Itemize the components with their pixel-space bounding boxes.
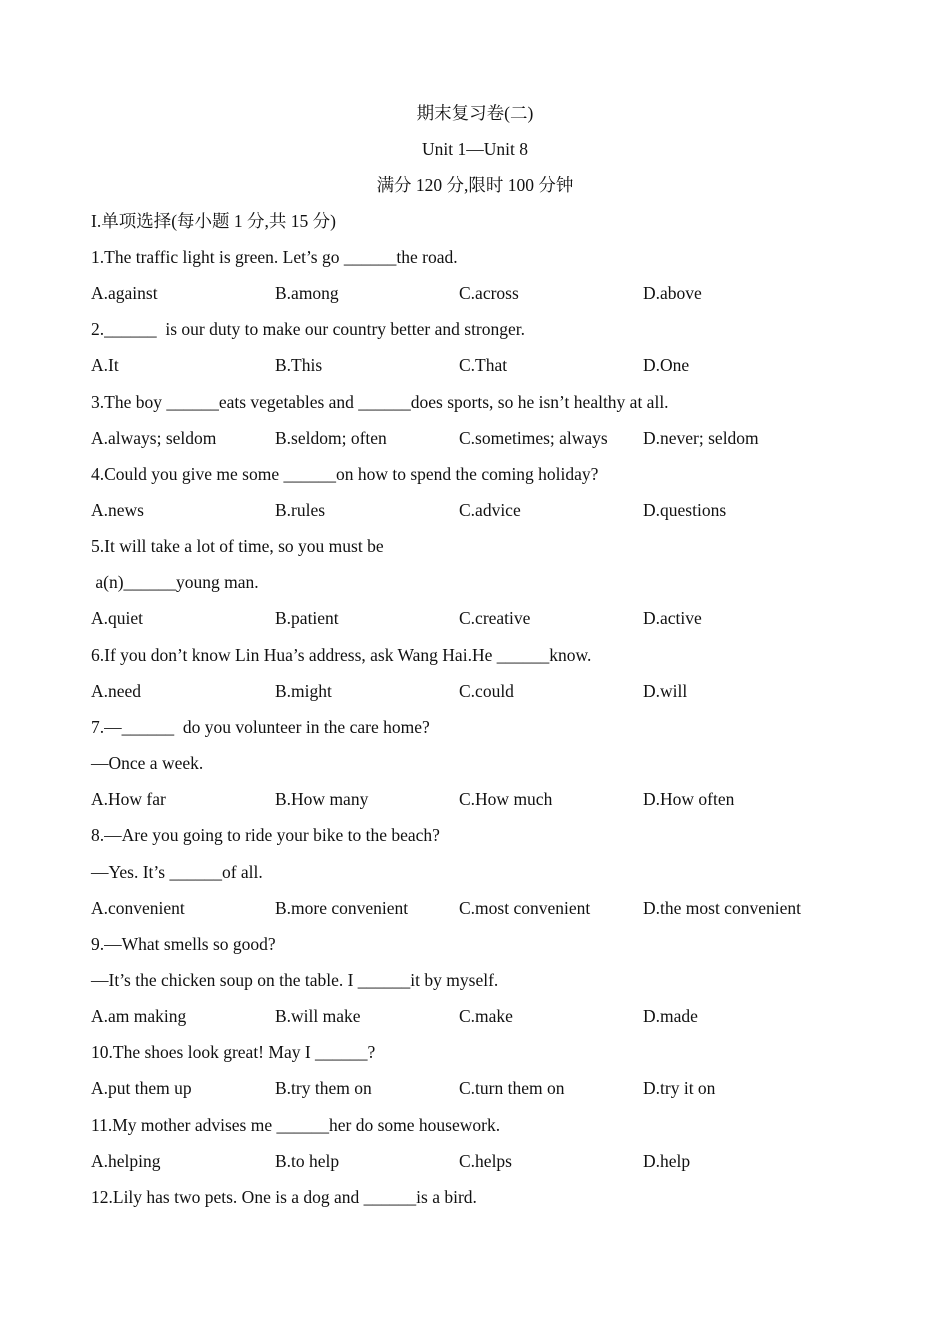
question-9-option-d: D.made — [643, 1006, 698, 1026]
question-5-stem-line: 5.It will take a lot of time, so you must be — [91, 536, 384, 556]
question-8-stem-line: 8.—Are you going to ride your bike to the beach? — [91, 825, 440, 845]
score-time: 满分 120 分,限时 100 分钟 — [376, 175, 574, 195]
question-4-option-b: B.rules — [275, 500, 326, 520]
question-3-option-a: A.always; seldom — [91, 428, 217, 448]
question-4-option-a: A.news — [91, 500, 144, 520]
question-3-option-b: B.seldom; often — [275, 428, 387, 448]
question-3-option-c: C.sometimes; always — [459, 428, 608, 448]
question-2-option-c: C.That — [459, 355, 508, 375]
question-3-stem-line: 3.The boy ______eats vegetables and ______does sports, so he isn’t healthy at all. — [91, 392, 669, 412]
question-1-option-c: C.across — [459, 283, 519, 303]
question-1-option-a: A.against — [91, 283, 158, 303]
question-9-stem-line: 9.—What smells so good? — [91, 934, 276, 954]
question-8-option-c: C.most convenient — [459, 898, 591, 918]
question-2-stem-line: 2.______ is our duty to make our country better and stronger. — [91, 319, 526, 339]
question-10-option-b: B.try them on — [275, 1078, 372, 1098]
question-1-option-d: D.above — [643, 283, 702, 303]
question-6-option-c: C.could — [459, 681, 514, 701]
question-7-stem-line: —Once a week. — [91, 753, 204, 773]
question-6-option-a: A.need — [91, 681, 142, 701]
question-7-stem-line: 7.—______ do you volunteer in the care home? — [91, 717, 430, 737]
question-11-option-c: C.helps — [459, 1151, 512, 1171]
question-8-option-d: D.the most convenient — [643, 898, 801, 918]
question-9-stem-line: —It’s the chicken soup on the table. I ______it by myself. — [91, 970, 499, 990]
question-9-option-b: B.will make — [275, 1006, 361, 1026]
question-4-stem-line: 4.Could you give me some ______on how to spend the coming holiday? — [91, 464, 599, 484]
question-11-option-b: B.to help — [275, 1151, 340, 1171]
question-8-option-b: B.more convenient — [275, 898, 409, 918]
question-2-option-a: A.It — [91, 355, 119, 375]
question-8-option-a: A.convenient — [91, 898, 185, 918]
question-5-option-b: B.patient — [275, 608, 339, 628]
question-11-option-d: D.help — [643, 1151, 691, 1171]
question-2-option-d: D.One — [643, 355, 690, 375]
question-5-option-a: A.quiet — [91, 608, 144, 628]
question-6-stem-line: 6.If you don’t know Lin Hua’s address, ask Wang Hai.He ______know. — [91, 645, 592, 665]
question-6-option-b: B.might — [275, 681, 332, 701]
question-5-stem-line: a(n)______young man. — [91, 572, 259, 592]
question-9-option-c: C.make — [459, 1006, 513, 1026]
question-10-option-d: D.try it on — [643, 1078, 716, 1098]
question-1-stem-line: 1.The traffic light is green. Let’s go ______the road. — [91, 247, 458, 267]
question-4-option-c: C.advice — [459, 500, 521, 520]
section-title: I.单项选择(每小题 1 分,共 15 分) — [91, 211, 336, 231]
question-7-option-b: B.How many — [275, 789, 369, 809]
unit-range: Unit 1—Unit 8 — [422, 139, 528, 159]
question-4-option-d: D.questions — [643, 500, 727, 520]
question-9-option-a: A.am making — [91, 1006, 187, 1026]
question-10-option-a: A.put them up — [91, 1078, 192, 1098]
question-11-option-a: A.helping — [91, 1151, 161, 1171]
question-10-stem-line: 10.The shoes look great! May I ______? — [91, 1042, 376, 1062]
question-7-option-a: A.How far — [91, 789, 166, 809]
question-5-option-d: D.active — [643, 608, 702, 628]
question-12-stem-line: 12.Lily has two pets. One is a dog and ______is a bird. — [91, 1187, 477, 1207]
question-2-option-b: B.This — [275, 355, 323, 375]
question-7-option-d: D.How often — [643, 789, 735, 809]
question-8-stem-line: —Yes. It’s ______of all. — [91, 862, 263, 882]
question-6-option-d: D.will — [643, 681, 688, 701]
exam-title: 期末复习卷(二) — [416, 103, 534, 123]
question-7-option-c: C.How much — [459, 789, 553, 809]
question-11-stem-line: 11.My mother advises me ______her do some housework. — [91, 1115, 501, 1135]
question-1-option-b: B.among — [275, 283, 339, 303]
question-10-option-c: C.turn them on — [459, 1078, 565, 1098]
question-3-option-d: D.never; seldom — [643, 428, 759, 448]
question-5-option-c: C.creative — [459, 608, 531, 628]
